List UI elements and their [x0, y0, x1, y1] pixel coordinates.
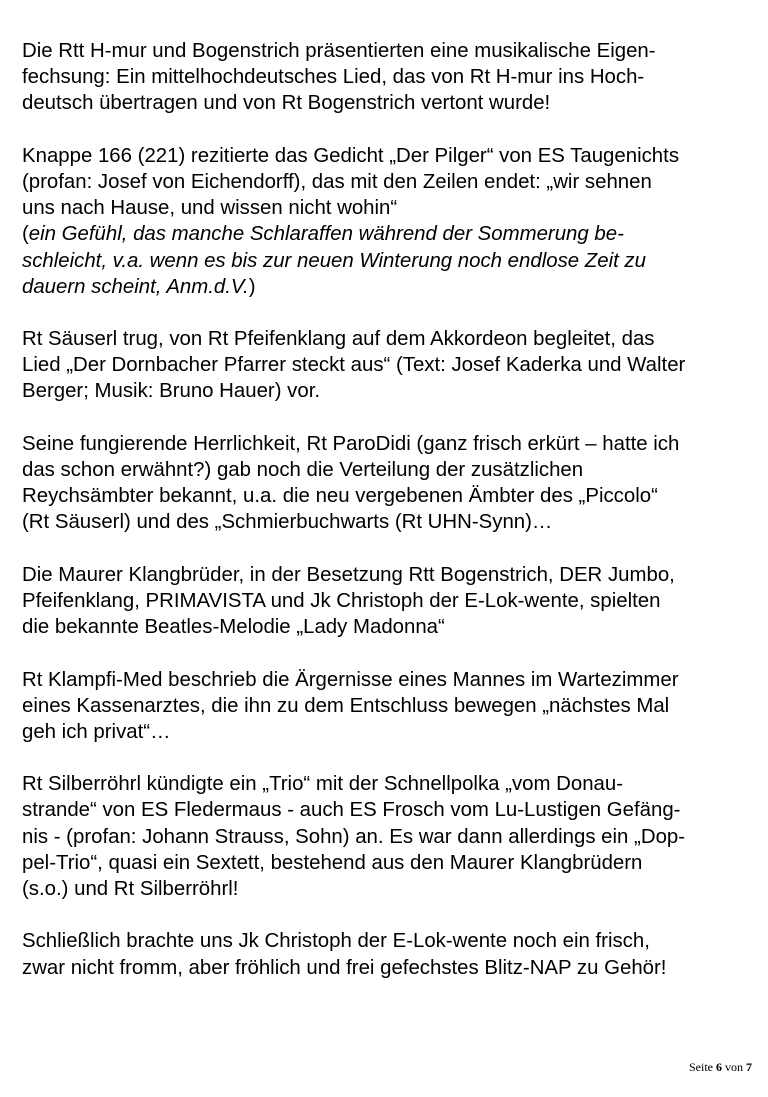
text-line: Die Rtt H-mur und Bogenstrich präsentierten eine musikalische Eigen-: [22, 40, 656, 62]
text-line: Schließlich brachte uns Jk Christoph der E-Lok-wente noch ein frisch,: [22, 930, 650, 953]
page-number-footer: [689, 1060, 752, 1075]
text-line: fechsung: Ein mittelhochdeutsches Lied, das von Rt H-mur ins Hoch-: [22, 66, 645, 89]
current-page: 6: [716, 1060, 722, 1074]
text-line: Pfeifenklang, PRIMAVISTA und Jk Christoph der E-Lok-wente, spielten: [22, 589, 661, 612]
text-line: pel-Trio“, quasi ein Sextett, bestehend aus den Maurer Klangbrüdern: [22, 851, 643, 874]
author-note-line: [22, 274, 752, 300]
text-line: geh ich privat“…: [22, 720, 171, 743]
text-line: (s.o.) und Rt Silberröhrl!: [22, 878, 239, 900]
text-line: Lied „Der Dornbacher Pfarrer steckt aus“ (Text: Josef Kaderka und Walter: [22, 354, 686, 377]
text-line: eines Kassenarztes, die ihn zu dem Entschluss bewegen „nächstes Mal: [22, 694, 670, 717]
total-pages: 7: [746, 1060, 752, 1074]
text-line: Reychsämbter bekannt, u.a. die neu vergebenen Ämbter des „Piccolo“: [22, 485, 658, 508]
author-note-text: dauern scheint, Anm.d.V.: [22, 275, 249, 298]
page-prefix: Seite: [689, 1060, 716, 1074]
note-close-paren: ): [248, 275, 256, 298]
paragraph-saeuserl: [22, 326, 752, 405]
text-line: strande“ von ES Fledermaus - auch ES Frosch vom Lu-Lustigen Gefäng-: [22, 799, 681, 822]
text-line: Seine fungierende Herrlichkeit, Rt ParoDidi (ganz frisch erkürt – hatte ich: [22, 432, 680, 455]
text-line: das schon erwähnt?) gab noch die Verteilung der zusätzlichen: [22, 459, 584, 481]
author-note-line: [22, 221, 752, 247]
text-line: zwar nicht fromm, aber fröhlich und frei gefechstes Blitz-NAP zu Gehör!: [22, 956, 667, 979]
paragraph-blitz-nap: [22, 928, 752, 980]
text-line: deutsch übertragen und von Rt Bogenstrich vertont wurde!: [22, 92, 551, 115]
text-line: (profan: Josef von Eichendorff), das mit den Zeilen endet: „wir sehnen: [22, 170, 652, 193]
paragraph-trio: [22, 771, 752, 902]
document-body: [22, 38, 752, 1007]
author-note-text: ein Gefühl, das manche Schlaraffen während der Sommerung be-: [28, 223, 624, 246]
author-note-line: schleicht, v.a. wenn es bis zur neuen Winterung noch endlose Zeit zu: [22, 249, 646, 272]
text-line: Rt Klampfi-Med beschrieb die Ärgernisse eines Mannes im Wartezimmer: [22, 668, 679, 691]
text-line: Berger; Musik: Bruno Hauer) vor.: [22, 380, 321, 403]
text-line: (Rt Säuserl) und des „Schmierbuchwarts (Rt UHN-Synn)…: [22, 511, 553, 534]
note-open-paren: (: [22, 223, 29, 246]
text-line: die bekannte Beatles-Melodie „Lady Madonna“: [22, 616, 445, 639]
paragraph-lied: [22, 38, 752, 117]
paragraph-klampfi-med: [22, 667, 752, 746]
text-line: Die Maurer Klangbrüder, in der Besetzung Rtt Bogenstrich, DER Jumbo,: [22, 563, 675, 586]
text-line: uns nach Hause, und wissen nicht wohin“: [22, 197, 398, 220]
text-line: Rt Säuserl trug, von Rt Pfeifenklang auf dem Akkordeon begleitet, das: [22, 328, 655, 351]
text-line: Knappe 166 (221) rezitierte das Gedicht „Der Pilger“ von ES Taugenichts: [22, 144, 680, 167]
paragraph-pilger: [22, 143, 752, 300]
text-line: nis - (profan: Johann Strauss, Sohn) an. Es war dann allerdings ein „Dop-: [22, 825, 686, 848]
text-line: Rt Silberröhrl kündigte ein „Trio“ mit der Schnellpolka „vom Donau-: [22, 773, 624, 796]
paragraph-klangbrueder: [22, 562, 752, 641]
paragraph-herrlichkeit: [22, 431, 752, 536]
page-separator: von: [722, 1060, 746, 1074]
